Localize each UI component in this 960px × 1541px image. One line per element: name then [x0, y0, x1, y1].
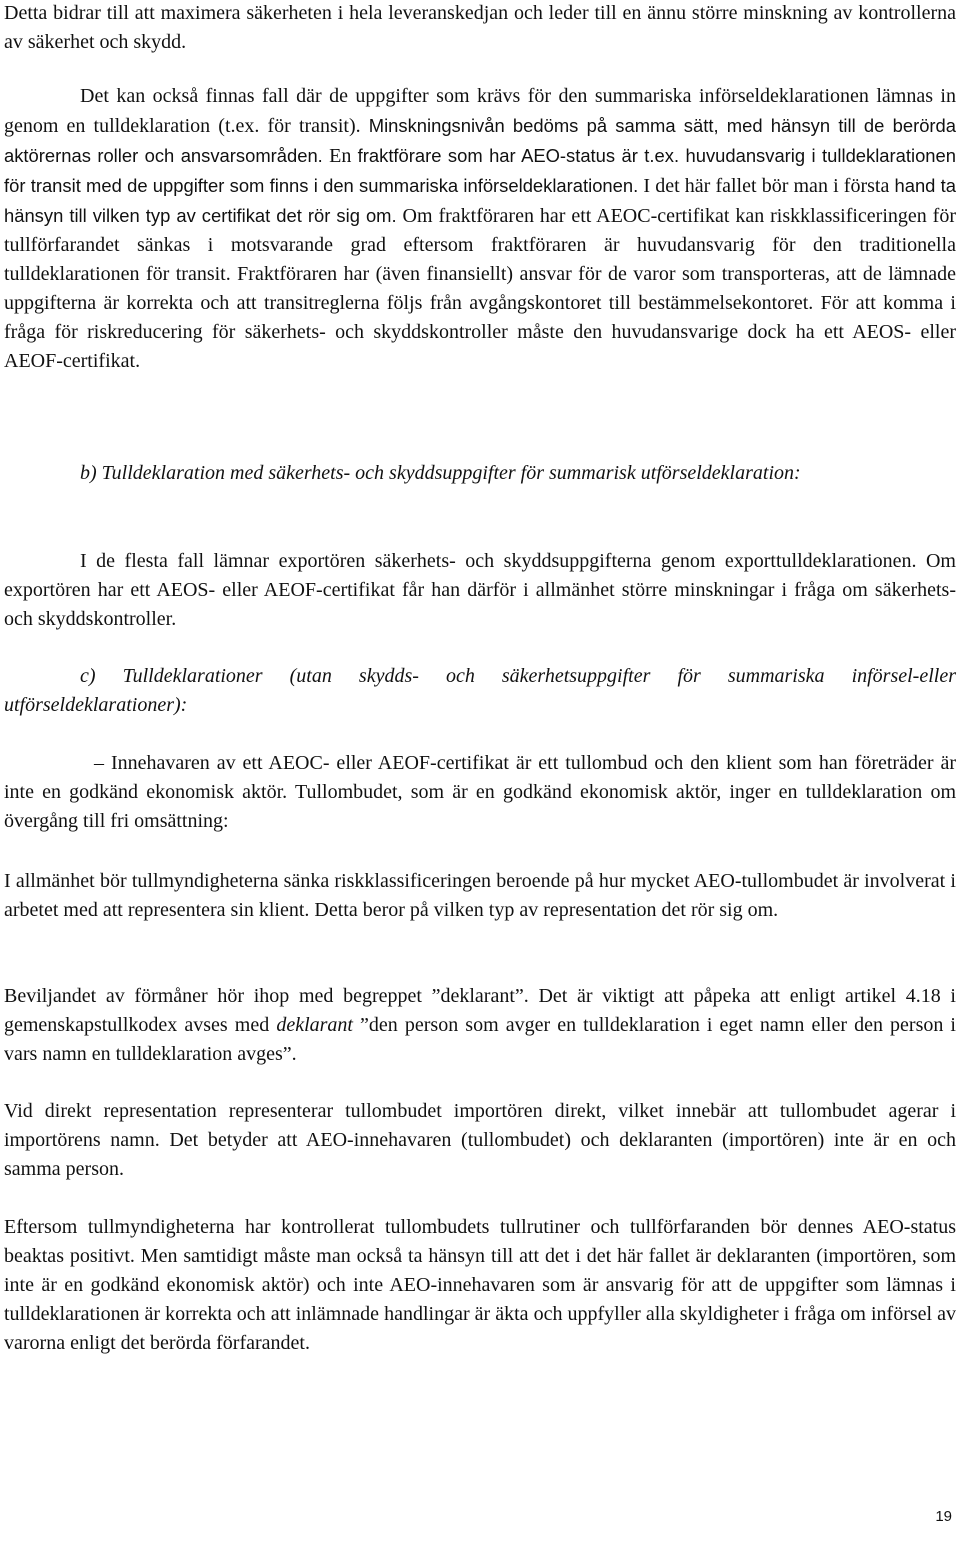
- paragraph-2: [4, 82, 956, 376]
- p2-segment-4: I det här fallet bör man i första: [638, 175, 895, 197]
- paragraph-7: [4, 1097, 956, 1184]
- p2-segment-5: hand ta hänsyn till vilken typ av certifikat det rör sig om.: [4, 175, 956, 226]
- page-number: 19: [935, 1508, 952, 1525]
- p3-segment-0: I de flesta fall lämnar exportören säkerhets- och skyddsuppgifterna genom exporttulldeklarationen. Om exportören har ett AEOS- eller AEOF-certifikat får han därför i allmänhet större minskningar i fråga om säkerhets- och skyddskontroller.: [4, 550, 956, 630]
- p2-segment-1: Minskningsnivån bedöms på samma sätt, med hänsyn till de berörda aktörernas roller och ansvarsområden.: [4, 115, 957, 166]
- p2-segment-2: En: [322, 145, 358, 167]
- p4-segment-0: – Innehavaren av ett AEOC- eller AEOF-certifikat är ett tullombud och den klient som han företräder är inte en godkänd ekonomisk aktör. Tullombudet, som är en godkänd ekonomisk aktör, inger en tulldeklaration om övergång till fri omsättning:: [4, 752, 956, 832]
- paragraph-1: [4, 0, 956, 57]
- h-c-segment-0: c) Tulldeklarationer (utan skydds- och säkerhetsuppgifter för summariska införsel-eller utförseldeklarationer):: [4, 665, 956, 716]
- p2-segment-6: Om fraktföraren har ett AEOC-certifikat kan riskklassificeringen för tullförfarandet sänkas i motsvarande grad eftersom fraktföraren är huvudansvarig för den traditionella tulldeklarationen för transit. Fraktföraren har (även finansiellt) ansvar för de varor som transporteras, att de lämnade uppgifterna är korrekta och att transitreglerna följs från avgångskontoret till bestämmelsekontoret. För att komma i fråga för riskreducering för säkerhets- och skyddskontroller måste den huvudansvarige dock ha ett AEOS- eller AEOF-certifikat.: [4, 205, 956, 372]
- document-page: [4, 0, 956, 1541]
- heading-c: [4, 662, 956, 720]
- p1-segment-0: Detta bidrar till att maximera säkerheten i hela leveranskedjan och leder till en ännu större minskning av kontrollerna av säkerhet och skydd.: [4, 2, 956, 53]
- paragraph-3: [4, 547, 956, 634]
- p6-segment-0: Beviljandet av förmåner hör ihop med begreppet ”deklarant”. Det är viktigt att påpeka att enligt artikel 4.18 i gemenskapstullkodex avses med: [4, 985, 956, 1036]
- p6-segment-2: ”den person som avger en tulldeklaration i eget namn eller den person i vars namn en tulldeklaration avges”.: [4, 1014, 956, 1065]
- h-b-segment-0: b) Tulldeklaration med säkerhets- och skyddsuppgifter för summarisk utförseldeklaration:: [80, 462, 801, 484]
- bullet-item: [4, 749, 956, 836]
- p7-segment-0: Vid direkt representation representerar tullombudet importören direkt, vilket innebär att tullombudet agerar i importörens namn. Det betyder att AEO-innehavaren (tullombudet) och deklaranten (importören) inte är en och samma person.: [4, 1100, 956, 1180]
- p2-segment-3: fraktförare som har AEO-status är t.ex. huvudansvarig i tulldeklarationen för transit med de uppgifter som finns i den summariska införseldeklarationen.: [4, 145, 956, 196]
- p6-segment-1: deklarant: [276, 1014, 353, 1036]
- p8-segment-0: Eftersom tullmyndigheterna har kontrollerat tullombudets tullrutiner och tullförfaranden bör dennes AEO-status beaktas positivt. Men samtidigt måste man också ta hänsyn till att det i det här fallet är deklaranten (importören, som inte är en godkänd ekonomisk aktör) och inte AEO-innehavaren som är ansvarig för att de uppgifter som lämnas i tulldeklarationen är korrekta och att inlämnade handlingar är äkta och uppfyller alla skyldigheter i fråga om införsel av varorna enligt det berörda förfarandet.: [4, 1216, 956, 1354]
- paragraph-6: [4, 982, 956, 1069]
- paragraph-8: [4, 1213, 956, 1358]
- paragraph-5: [4, 867, 956, 925]
- p5-segment-0: I allmänhet bör tullmyndigheterna sänka riskklassificeringen beroende på hur mycket AEO-tullombudet är involverat i arbetet med att representera sin klient. Detta beror på vilken typ av representation det rör sig om.: [4, 870, 956, 921]
- p2-segment-0: Det kan också finnas fall där de uppgifter som krävs för den summariska införseldeklarationen lämnas in genom en tulldeklaration (t.ex. för transit).: [4, 85, 956, 137]
- heading-b: [4, 459, 956, 488]
